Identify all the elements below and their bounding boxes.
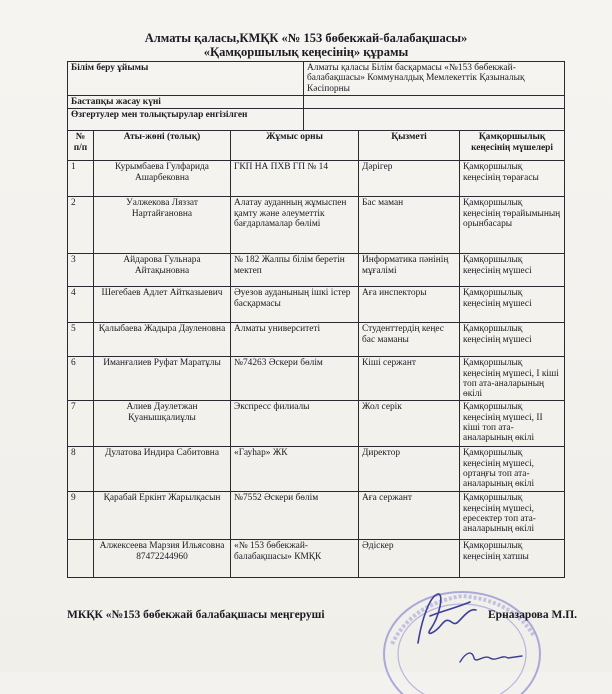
- cell-work: Алатау ауданның жұмыспен қамту және әлеуметтік бағдарламалар бөлімі: [231, 197, 359, 254]
- cell-work: Алматы университеті: [231, 323, 359, 357]
- col-header-position: Қызметі: [359, 131, 460, 161]
- cell-name: Қалыбаева Жадыра Дауленовна: [94, 323, 231, 357]
- table-row: [68, 161, 565, 197]
- cell-position: Аға инспекторы: [359, 287, 460, 323]
- council-table: [67, 61, 565, 578]
- table-row: [68, 492, 565, 540]
- cell-role: Қамқоршылық кеңесінің мүшесі: [460, 287, 565, 323]
- info-value: [304, 96, 565, 109]
- info-label: Бастапқы жасау күні: [68, 96, 304, 109]
- cell-role: Қамқоршылық кеңесінің мүшесі, I кіші топ ата-аналарының өкілі: [460, 357, 565, 401]
- cell-role: Қамқоршылық кеңесінің мүшесі: [460, 254, 565, 287]
- cell-num: 2: [68, 197, 94, 254]
- cell-position: Информатика пәнінің мұғалімі: [359, 254, 460, 287]
- footer-director-name: Ерназарова М.П.: [488, 609, 578, 621]
- cell-role: Қамқоршылық кеңесінің төрайымының орынбасары: [460, 197, 565, 254]
- info-row-organization: [68, 62, 565, 96]
- cell-num: 6: [68, 357, 94, 401]
- info-row-changes: [68, 109, 565, 131]
- cell-num: 3: [68, 254, 94, 287]
- signature-icon: [400, 588, 495, 653]
- cell-position: Дәрігер: [359, 161, 460, 197]
- cell-name: Курымбаева Гулфарида Ашарбековна: [94, 161, 231, 197]
- table-row: [68, 357, 565, 401]
- cell-num: 1: [68, 161, 94, 197]
- col-header-name: Аты-жөні (толық): [94, 131, 231, 161]
- cell-position: Бас маман: [359, 197, 460, 254]
- cell-work: «Гауһар» ЖК: [231, 447, 359, 492]
- table-row: [68, 540, 565, 578]
- info-label: Білім беру ұйымы: [68, 62, 304, 96]
- info-value: [304, 109, 565, 131]
- cell-num: 8: [68, 447, 94, 492]
- table-row: [68, 323, 565, 357]
- cell-role: Қамқоршылық кеңесінің мүшесі, II кіші топ ата-аналарының өкілі: [460, 401, 565, 447]
- cell-work: № 182 Жалпы білім беретін мектеп: [231, 254, 359, 287]
- info-value: Алматы қаласы Білім басқармасы «№153 бөбекжай-балабақшасы» Коммуналдық Мемлекеттік Қазыналық Кәсіпорны: [304, 62, 565, 96]
- table-row: [68, 401, 565, 447]
- cell-role: Қамқоршылық кеңесінің мүшесі, ортаңғы топ ата-аналарының өкілі: [460, 447, 565, 492]
- col-header-num: № п/п: [68, 131, 94, 161]
- cell-role: Қамқоршылық кеңесінің мүшесі: [460, 323, 565, 357]
- table-row: [68, 287, 565, 323]
- table-row: [68, 447, 565, 492]
- table-row: [68, 254, 565, 287]
- cell-name: Алжексеева Марзия Ильясовна 87472244960: [94, 540, 231, 578]
- info-row-created: [68, 96, 565, 109]
- cell-work: «№ 153 бөбекжай-балабақшасы» КМҚК: [231, 540, 359, 578]
- cell-name: Шегебаев Адлет Айтказыевич: [94, 287, 231, 323]
- cell-work: №74263 Әскери бөлім: [231, 357, 359, 401]
- col-header-work: Жұмыс орны: [231, 131, 359, 161]
- cell-role: Қамқоршылық кеңесінің төрағасы: [460, 161, 565, 197]
- document-title-line1: Алматы қаласы,КМҚК «№ 153 бөбекжай-балабақшасы»: [144, 31, 468, 45]
- cell-position: Студенттердің кеңес бас маманы: [359, 323, 460, 357]
- cell-position: Аға сержант: [359, 492, 460, 540]
- cell-name: Алиев Дәулетжан Қуанышқалиұлы: [94, 401, 231, 447]
- cell-position: Әдіскер: [359, 540, 460, 578]
- cell-work: Әуезов ауданының ішкі істер басқармасы: [231, 287, 359, 323]
- info-label: Өзгертулер мен толықтырулар енгізілген: [68, 109, 304, 131]
- cell-work: №7552 Әскери бөлім: [231, 492, 359, 540]
- table-row: [68, 197, 565, 254]
- document-title-line2: «Қамқоршылық кеңесінің» құрамы: [203, 45, 409, 59]
- header-row: [68, 131, 565, 161]
- footer-organization: МКҚК «№153 бөбекжай балабақшасы меңгерушi: [67, 609, 325, 621]
- cell-work: ГКП НА ПХВ ГП № 14: [231, 161, 359, 197]
- cell-position: Кіші сержант: [359, 357, 460, 401]
- cell-name: Айдарова Гульнара Айтақыновна: [94, 254, 231, 287]
- cell-role: Қамқоршылық кеңесінің мүшесі, ересектер топ ата-аналарының өкілі: [460, 492, 565, 540]
- cell-name: Дулатова Индира Сабитовна: [94, 447, 231, 492]
- cell-num: 4: [68, 287, 94, 323]
- cell-position: Директор: [359, 447, 460, 492]
- cell-role: Қамқоршылық кеңесінің хатшы: [460, 540, 565, 578]
- second-signature-icon: [456, 646, 526, 668]
- cell-name: Қарабай Еркінт Жарылқасын: [94, 492, 231, 540]
- cell-num: [68, 540, 94, 578]
- cell-position: Жол серік: [359, 401, 460, 447]
- cell-name: Уалжекова Ляззат Нартайғановна: [94, 197, 231, 254]
- cell-num: 5: [68, 323, 94, 357]
- cell-num: 7: [68, 401, 94, 447]
- cell-name: Иманғалиев Руфат Маратұлы: [94, 357, 231, 401]
- cell-num: 9: [68, 492, 94, 540]
- col-header-role: Қамқоршылық кеңесінің мүшелері: [460, 131, 565, 161]
- cell-work: Экспресс филиалы: [231, 401, 359, 447]
